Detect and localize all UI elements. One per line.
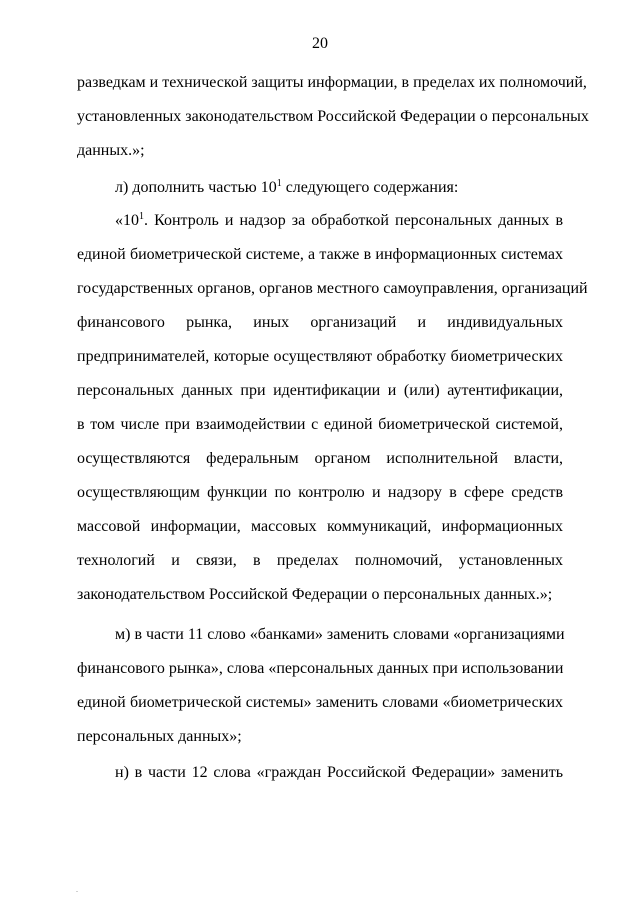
text-line: разведкам и технической защиты информации, в пределах их полномочий, (77, 74, 587, 91)
text-line: предпринимателей, которые осуществляют обработку биометрических (77, 348, 563, 365)
text-line: государственных органов, органов местного самоуправления, организаций (77, 280, 588, 297)
text-line: единой биометрической системе, а также в информационных системах (77, 246, 563, 263)
text-line: установленных законодательством Российской Федерации о персональных (77, 108, 589, 125)
paragraph-item-l (77, 171, 563, 205)
paragraph-item-m (77, 618, 563, 754)
text-line: финансового рынка, иных организаций и индивидуальных (77, 314, 563, 331)
text-line: массовой информации, массовых коммуникаций, информационных (77, 518, 563, 535)
text-fragment: «$10^1$. Контроль и надзор за обработкой персональных данных в (115, 211, 563, 229)
text-fragment: л) дополнить частью 10 (115, 179, 277, 196)
text-line: в том числе при взаимодействии с единой биометрической системой, (77, 416, 563, 433)
text-line (77, 204, 563, 238)
paragraph-item-n (77, 756, 563, 790)
text-line: м) в части 11 слово «банками» заменить словами «организациями (115, 626, 565, 643)
text-line: технологий и связи, в пределах полномочий, установленных (77, 552, 563, 569)
text-line: осуществляющим функции по контролю и надзору в сфере средств (77, 484, 563, 501)
text-line: данных.»; (77, 142, 145, 159)
scan-mark: . (76, 885, 78, 894)
page-number: 20 (312, 35, 328, 52)
text-line: единой биометрической системы» заменить словами «биометрических (77, 694, 563, 711)
paragraph-continuation (77, 66, 589, 168)
paragraph-quoted-part (77, 204, 588, 612)
text-line: осуществляются федеральным органом исполнительной власти, (77, 450, 563, 467)
text-line (77, 171, 563, 205)
text-line: финансового рынка», слова «персональных данных при использовании (77, 660, 564, 677)
superscript: 1 (276, 178, 282, 189)
text-fragment: следующего содержания: (285, 179, 459, 196)
text-line: персональных данных при идентификации и (или) аутентификации, (77, 382, 563, 399)
text-line: персональных данных»; (77, 728, 242, 745)
text-line: законодательством Российской Федерации о персональных данных.»; (77, 586, 553, 603)
superscript: 1 (139, 211, 144, 222)
text-line: н) в части 12 слова «граждан Российской Федерации» заменить (115, 764, 563, 781)
